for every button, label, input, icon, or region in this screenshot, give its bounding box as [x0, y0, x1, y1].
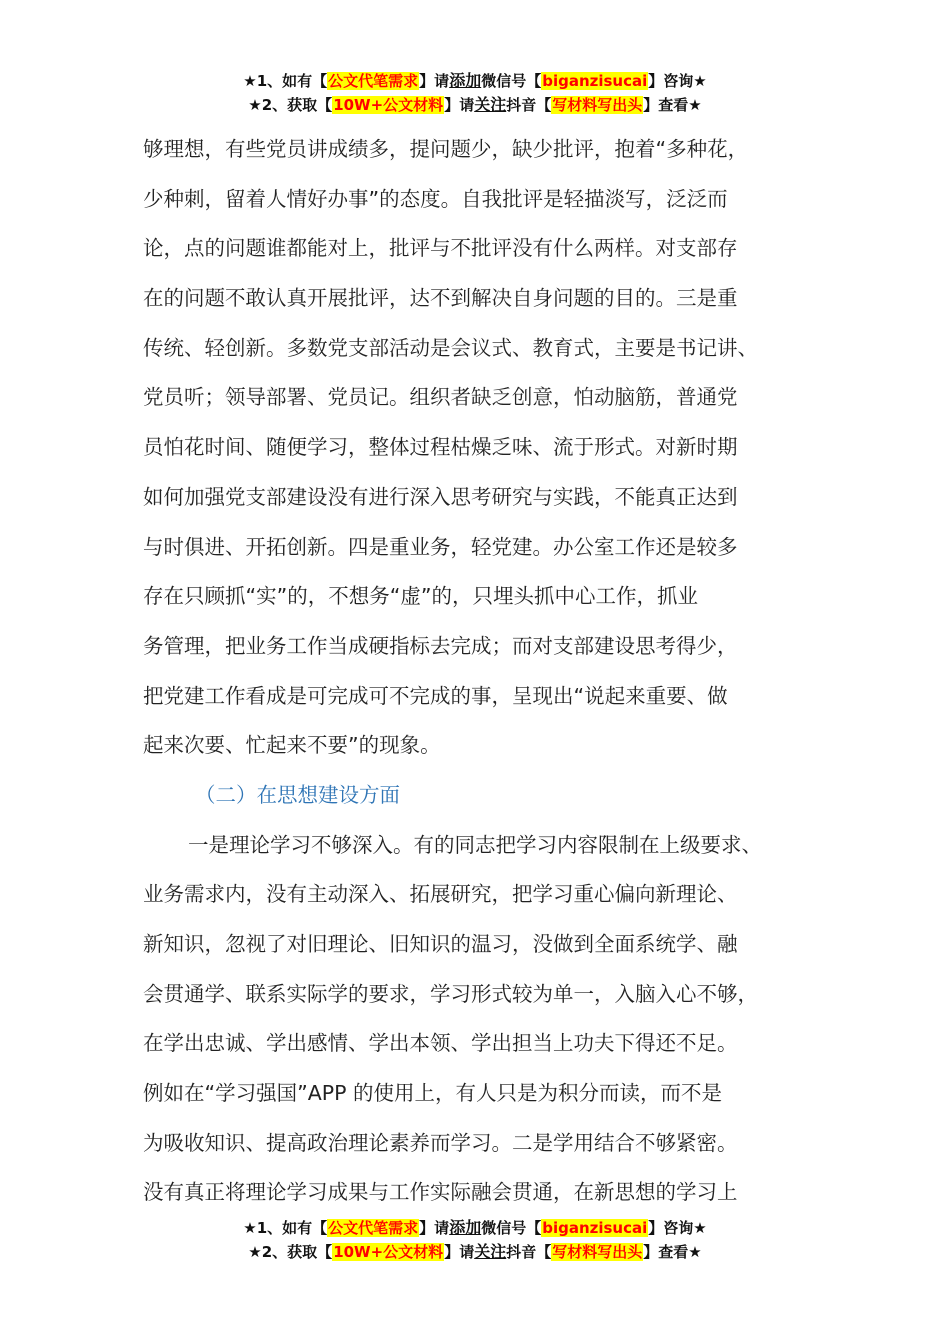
- body-line: 与时俱进、开拓创新。四是重业务，轻党建。办公室工作还是较多: [143, 534, 738, 559]
- banner-text: 抖音【: [506, 96, 552, 114]
- banner-line-2: [0, 93, 950, 117]
- banner-line-1: [0, 1216, 950, 1240]
- banner-emphasis: 关注: [474, 1242, 507, 1261]
- banner-text: 】咨询★: [648, 72, 707, 90]
- body-line: 新知识，忽视了对旧理论、旧知识的温习，没做到全面系统学、融: [143, 932, 738, 956]
- banner-highlight: 写材料写出头: [552, 96, 643, 114]
- body-line: 少种刺，留着人情好办事”的态度。自我批评是轻描淡写，泛泛而: [143, 186, 728, 211]
- banner-emphasis: 添加: [449, 1218, 482, 1237]
- banner-highlight: 10W+公文材料: [333, 1243, 444, 1261]
- banner-line-1: [0, 69, 950, 93]
- banner-text: 】请: [444, 96, 475, 114]
- body-line: 论，点的问题谁都能对上，批评与不批评没有什么两样。对支部存: [143, 236, 738, 261]
- banner-text: ★2、获取【: [248, 1243, 333, 1261]
- banner-text: ★2、获取【: [248, 96, 333, 114]
- body-line: 为吸收知识、提高政治理论素养而学习。二是学用结合不够紧密。: [143, 1130, 738, 1155]
- banner-text: 微信号【: [481, 72, 542, 90]
- banner-highlight: 10W+公文材料: [333, 96, 444, 114]
- banner-text: 微信号【: [481, 1219, 542, 1237]
- body-line: 如何加强党支部建设没有进行深入思考研究与实践，不能真正达到: [143, 484, 738, 509]
- body-line: 在的问题不敢认真开展批评，达不到解决自身问题的目的。三是重: [143, 286, 738, 311]
- body-line: 务管理，把业务工作当成硬指标去完成；而对支部建设思考得少，: [143, 633, 738, 658]
- banner-text: 】请: [444, 1243, 475, 1261]
- banner-highlight: 写材料写出头: [552, 1243, 643, 1261]
- banner-text: ★1、如有【: [243, 72, 328, 90]
- banner-line-2: [0, 1240, 950, 1264]
- banner-text: 】查看★: [643, 96, 702, 114]
- banner-text: 】请: [419, 72, 450, 90]
- body-line: 例如在“学习强国”APP 的使用上，有人只是为积分而读，而不是: [143, 1081, 723, 1106]
- banner-text: 】请: [419, 1219, 450, 1237]
- banner-highlight: 公文代笔需求: [328, 72, 419, 90]
- banner-highlight: biganzisucai: [542, 72, 648, 90]
- header-banner: [0, 69, 950, 117]
- body-line: 够理想，有些党员讲成绩多，提问题少，缺少批评，抱着“多种花，: [143, 137, 749, 161]
- banner-emphasis: 添加: [449, 71, 482, 90]
- banner-highlight: biganzisucai: [542, 1219, 648, 1237]
- banner-text: 】查看★: [643, 1243, 702, 1261]
- body-line: 业务需求内，没有主动深入、拓展研究，把学习重心偏向新理论、: [143, 882, 738, 907]
- body-line: 会贯通学、联系实际学的要求，学习形式较为单一，入脑入心不够，: [143, 981, 758, 1006]
- body-line: 没有真正将理论学习成果与工作实际融会贯通，在新思想的学习上: [143, 1180, 738, 1205]
- footer-banner: [0, 1216, 950, 1264]
- section-heading: （二）在思想建设方面: [195, 782, 400, 807]
- body-line: 在学出忠诚、学出感情、学出本领、学出担当上功夫下得还不足。: [143, 1031, 738, 1056]
- banner-text: 抖音【: [506, 1243, 552, 1261]
- body-line: 党员听；领导部署、党员记。组织者缺乏创意，怕动脑筋，普通党: [143, 385, 738, 410]
- banner-text: 】咨询★: [648, 1219, 707, 1237]
- body-line: 把党建工作看成是可完成可不完成的事，呈现出“说起来重要、做: [143, 683, 728, 708]
- banner-emphasis: 关注: [474, 95, 507, 114]
- body-line: 一是理论学习不够深入。有的同志把学习内容限制在上级要求、: [188, 832, 762, 857]
- body-line: 传统、轻创新。多数党支部活动是会议式、教育式，主要是书记讲、: [143, 335, 758, 360]
- banner-highlight: 公文代笔需求: [328, 1219, 419, 1237]
- banner-text: ★1、如有【: [243, 1219, 328, 1237]
- body-line: 存在只顾抓“实”的，不想务“虚”的，只埋头抓中心工作，抓业: [143, 584, 698, 609]
- document-body: [143, 125, 818, 1218]
- body-line: 起来次要、忙起来不要”的现象。: [143, 733, 441, 758]
- body-line: 员怕花时间、随便学习，整体过程枯燥乏味、流于形式。对新时期: [143, 435, 738, 460]
